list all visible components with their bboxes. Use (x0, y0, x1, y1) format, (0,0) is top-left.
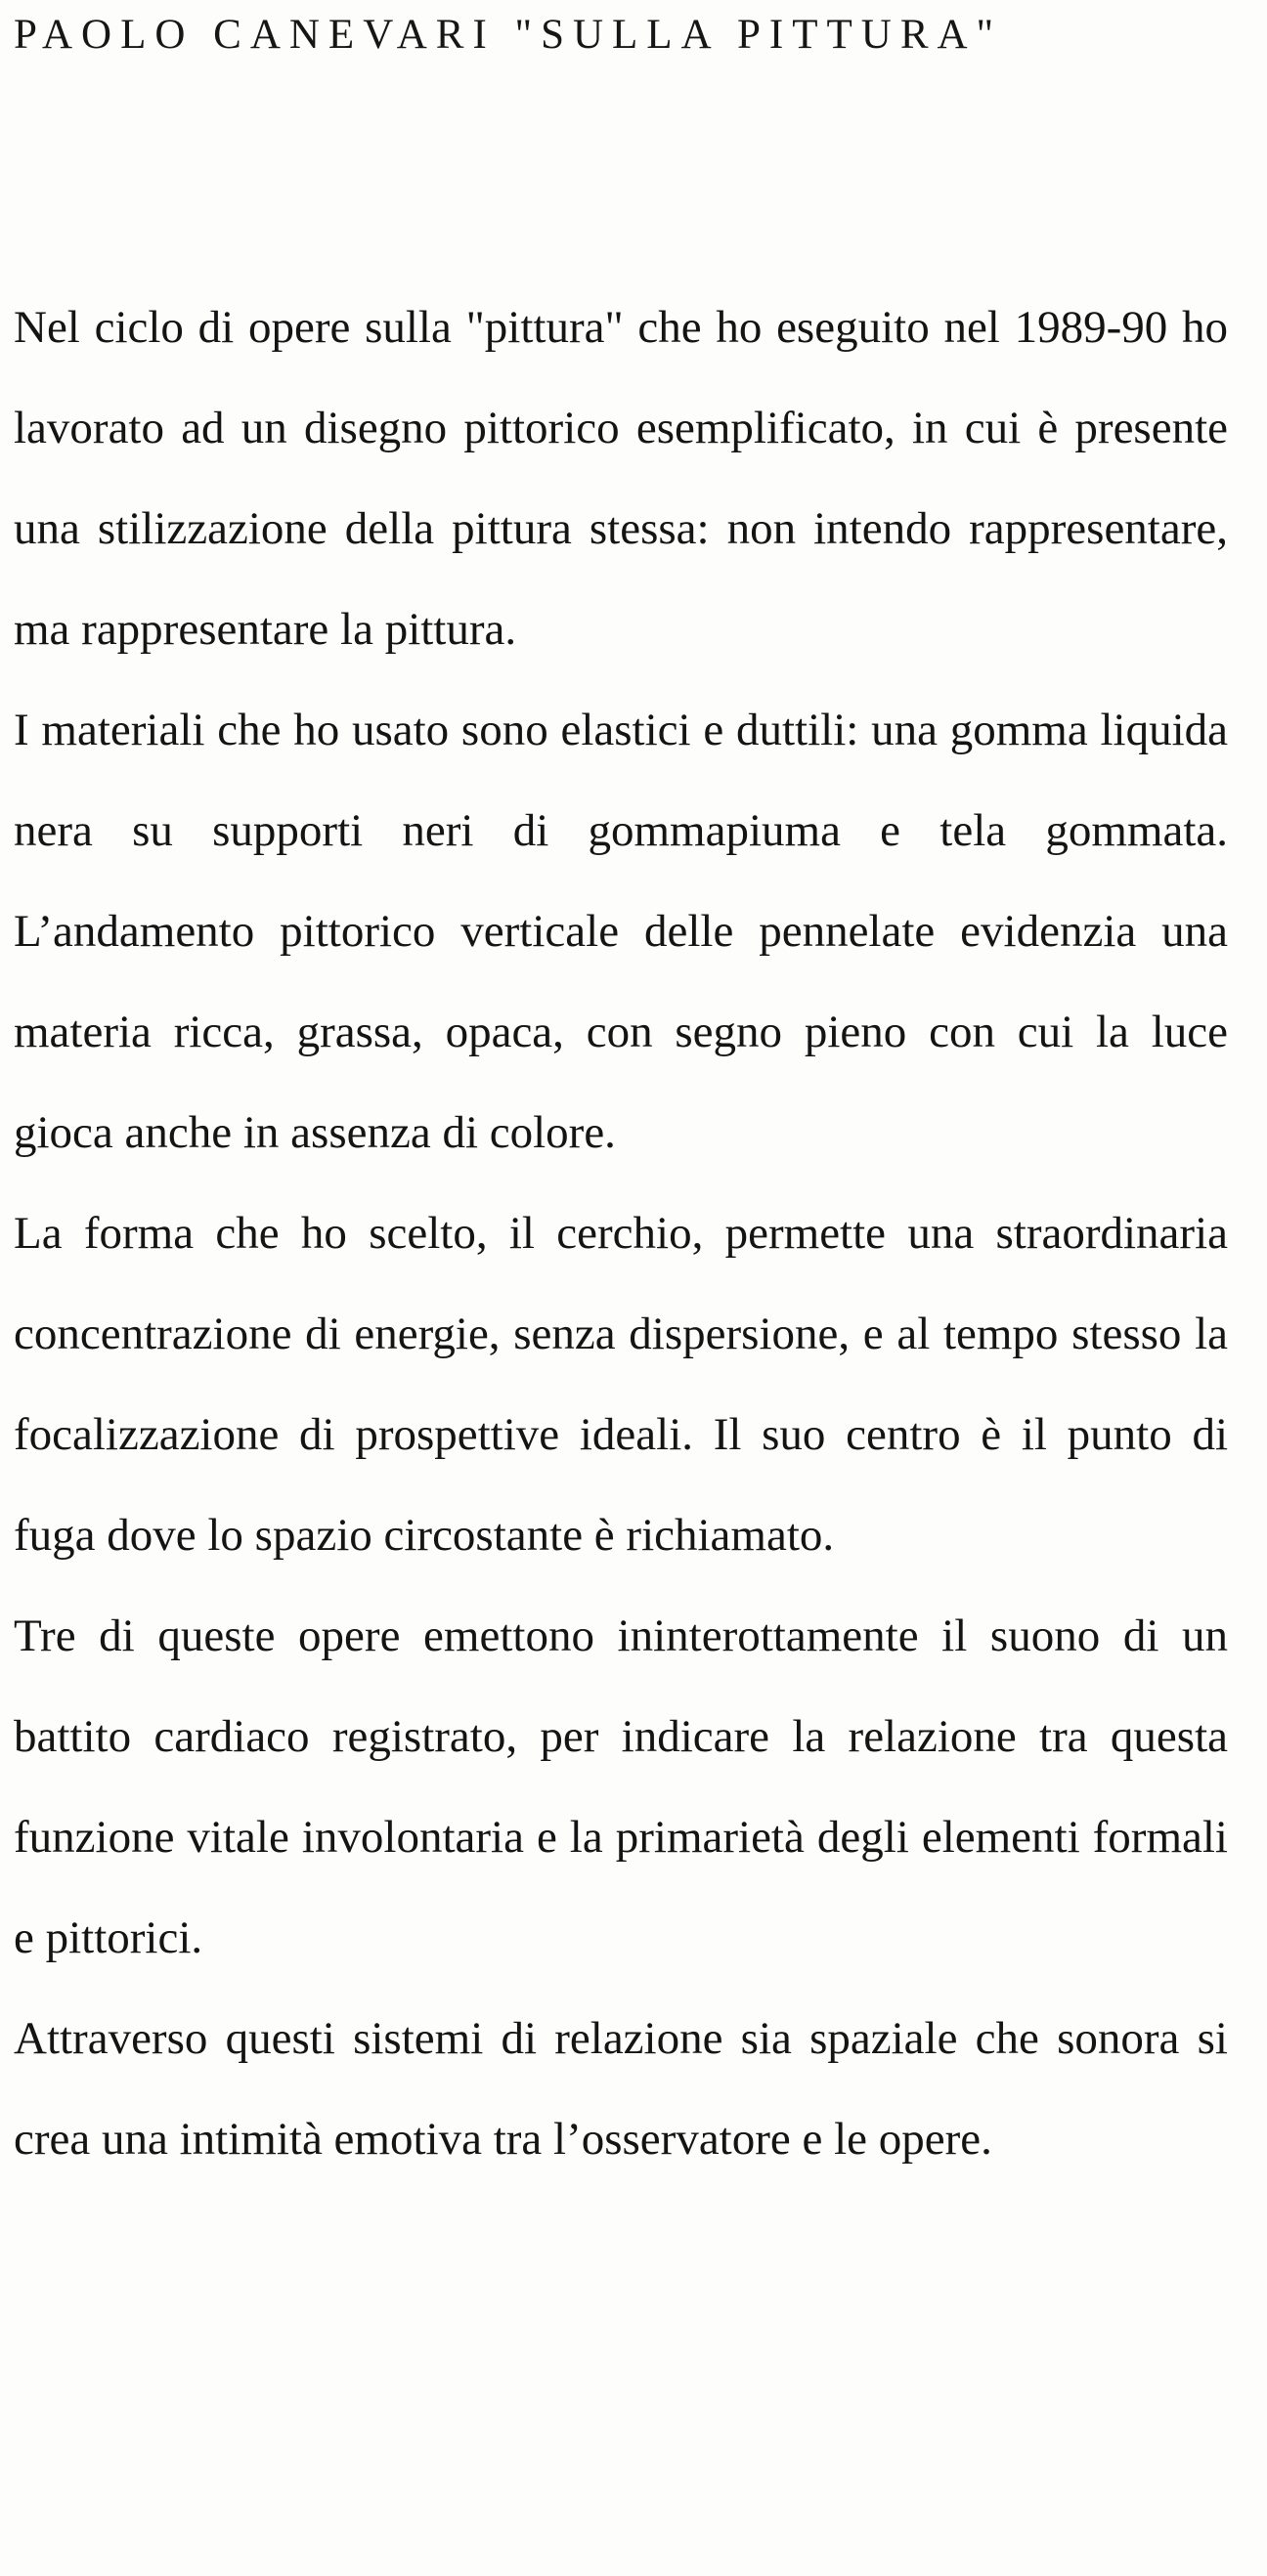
paragraph-5: Attraverso questi sistemi di relazione sia spaziale che sonora si crea una intimità emotiva tra l’osservatore e le opere. (14, 2013, 1228, 2165)
document-body (14, 278, 1228, 2190)
paragraph-1: Nel ciclo di opere sulla "pittura" che ho eseguito nel 1989-90 ho lavorato ad un disegno pittorico esemplificato, in cui è presente una stilizzazione della pittura stessa: non intendo rappresentare, ma rappresentare la pittura. (14, 302, 1228, 655)
paragraph-3: La forma che ho scelto, il cerchio, permette una straordinaria concentrazione di energie, senza dispersione, e al tempo stesso la focalizzazione di prospettive ideali. Il suo centro è il punto di fuga dove lo spazio circostante è richiamato. (14, 1208, 1228, 1561)
paragraph-2: I materiali che ho usato sono elastici e duttili: una gomma liquida nera su supporti neri di gommapiuma e tela gommata. L’andamento pittorico verticale delle pennelate evidenzia una materia ricca, grassa, opaca, con segno pieno con cui la luce gioca anche in assenza di colore. (14, 705, 1228, 1158)
document-title: PAOLO CANEVARI "SULLA PITTURA" (14, 12, 1003, 58)
paragraph-4: Tre di queste opere emettono ininterottamente il suono di un battito cardiaco registrato, per indicare la relazione tra questa funzione vitale involontaria e la primarietà degli elementi formali e pittorici. (14, 1610, 1228, 1963)
